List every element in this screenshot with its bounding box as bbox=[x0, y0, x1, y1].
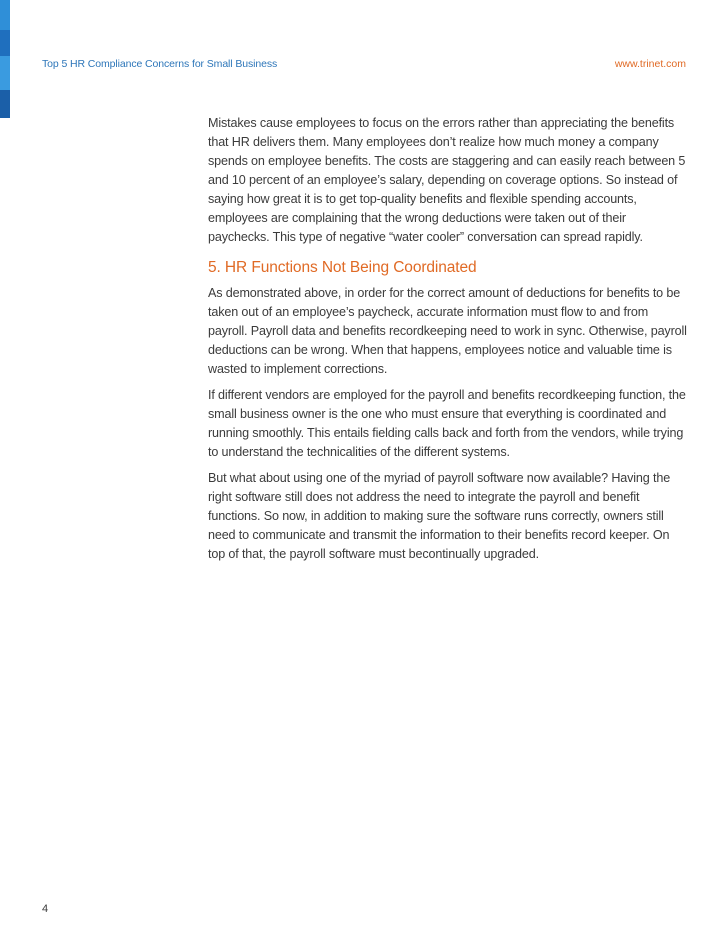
intro-paragraph: Mistakes cause employees to focus on the errors rather than appreciating the benefits that HR delivers them. Many employees don’t realize how much money a company spends on employee benefits. The costs are staggering and can easily reach between 5 and 10 percent of an employee’s salary, depending on coverage options. So instead of saying how great it is to get top-quality benefits and flexible spending accounts, employees are complaining that the wrong deductions were taken out of their paychecks. This type of negative “water cooler” conversation can spread rapidly. bbox=[208, 116, 686, 244]
body-paragraph: But what about using one of the myriad of payroll software now available? Having the right software still does not address the need to integrate the payroll and benefit functions. So now, in addition to making sure the software runs correctly, owners still need to communicate and transmit the information to their benefits record keeper. On top of that, the payroll software must becontinually upgraded. bbox=[208, 471, 671, 561]
body-paragraph: As demonstrated above, in order for the correct amount of deductions for benefits to be taken out of an employee’s paycheck, accurate information must flow to and from payroll. Payroll data and benefits recordkeeping need to work in sync. Otherwise, payroll deductions can be wrong. When that happens, employees notice and valuable time is wasted to implement corrections. bbox=[208, 286, 687, 376]
page-header bbox=[42, 58, 686, 74]
website-link[interactable]: www.trinet.com bbox=[614, 58, 686, 70]
left-edge-accent-graphic bbox=[0, 0, 10, 118]
body-paragraph: If different vendors are employed for the payroll and benefits recordkeeping function, the small business owner is the one who must ensure that everything is coordinated and running smoothly. This entails fielding calls back and forth from the vendors, while trying to understand the technicalities of the different systems. bbox=[208, 388, 686, 459]
page-number: 4 bbox=[42, 903, 49, 915]
section-heading: 5. HR Functions Not Being Coordinated bbox=[208, 259, 477, 276]
document-title: Top 5 HR Compliance Concerns for Small Business bbox=[42, 58, 278, 70]
main-content bbox=[208, 114, 688, 571]
